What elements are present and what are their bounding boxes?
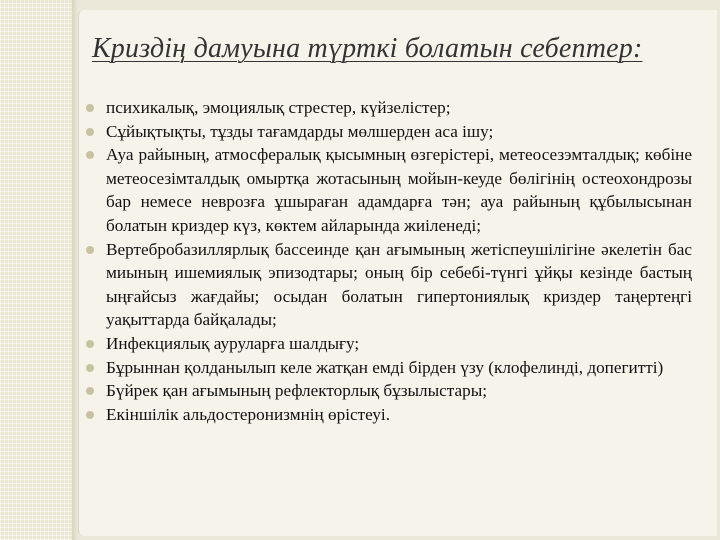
bullet-text: психикалық, эмоциялық стрестер, күйзелістер; <box>106 98 451 117</box>
bullet-item-renal-flow <box>86 379 692 403</box>
bullet-text: Екіншілік альдостеронизмнің өрістеуі. <box>106 404 391 424</box>
bullet-dot-icon <box>86 151 94 159</box>
decorative-grid-band <box>0 0 72 540</box>
bullet-text: Вертебробазиллярлық бассеинде қан ағымының жетіспеушілігіне әкелетін бас миының ишемиялық эпизодтары; оның бір себебі-түнгі ұйқы кезінде бастың ыңғайсыз жағдайы; осыдан болатын гипертониялық криздер таңертеңгі уақыттарда байқалады; <box>106 239 692 330</box>
bullet-text: Инфекциялық ауруларға шалдығу; <box>106 333 360 353</box>
bullet-item-vertebrobasilar <box>86 238 692 332</box>
bullet-dot-icon <box>86 411 94 419</box>
bullet-text: Ауа райының, атмосфералық қысымның өзгерістері, метеосезэмталдық; көбіне метеосезімталдық омыртқа жотасының мойын-кеуде бөлігінің остеохондрозы бар немесе неврозға ұшыраған адамдарға тән; ауа райының құбылысынан болатын криздер күз, көктем айларында жиіленеді; <box>106 145 692 235</box>
bullet-item-weather <box>86 143 692 237</box>
bullet-dot-icon <box>86 104 94 112</box>
bullet-item-infection <box>86 332 692 356</box>
bullet-text: Бұрыннан қолданылып келе жатқан емді бірден үзу (клофелинді, допегитті) <box>106 357 664 377</box>
bullet-item-fluid-salt <box>86 120 692 144</box>
bullet-list <box>86 96 692 426</box>
bullet-dot-icon <box>86 364 94 372</box>
bullet-item-treatment-stop <box>86 356 692 380</box>
bullet-text: Сұйықтықты, тұзды тағамдарды мөлшерден аса ішу; <box>106 121 494 141</box>
bullet-item-aldosteronism <box>86 403 692 427</box>
bullet-dot-icon <box>86 246 94 254</box>
bullet-item-stress <box>86 96 692 120</box>
bullet-dot-icon <box>86 128 94 136</box>
bullet-text: Бүйрек қан ағымының рефлекторлық бұзылыстары; <box>106 381 488 401</box>
bullet-dot-icon <box>86 387 94 395</box>
bullet-dot-icon <box>86 340 94 348</box>
slide-title: Криздің дамуына түрткі болатын себептер: <box>92 33 643 64</box>
